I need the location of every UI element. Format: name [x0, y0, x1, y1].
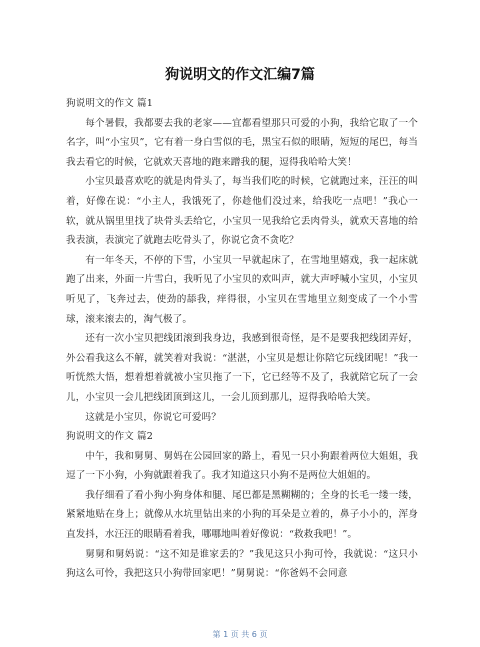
document-title: 狗说明文的作文汇编7篇: [165, 67, 315, 83]
document-body: [66, 94, 418, 584]
paragraph: 我仔细看了看小狗小狗身体和腿、尾巴都是黑糊糊的；全身的长毛一缕一缕，紧紧地贴在身上；就像从水坑里钻出来的小狗的耳朵是立着的，鼻子小小的，浑身直发抖，水汪汪的眼睛看着我，哪哪地叫着好像说：“救救我吧！”。: [66, 489, 418, 541]
page-footer: 第 1 页 共 6 页: [212, 630, 268, 639]
paragraph: 有一年冬天，不停的下雪，小宝贝一早就起床了，在雪地里嬉戏，我一起床就跑了出来，外面一片雪白，我听见了小宝贝的欢叫声，就大声呼喊小宝贝，小宝贝听见了，飞奔过去，使劲的舔我，痒得很，小宝贝在雪地里立刻变成了一个小雪球，滚来滚去的，淘气极了。: [66, 254, 418, 325]
paragraph: 这就是小宝贝，你说它可爱吗？: [85, 411, 221, 423]
paragraph: 每个暑假，我都要去我的老家——宜都看望那只可爱的小狗，我给它取了一个名字，叫“小宝贝”，它有着一身白雪似的毛，黑宝石似的眼睛，短短的尾巴，每当我去看它的时候，它就欢天喜地的跑来蹭我的腿，逗得我哈哈大笑！: [66, 117, 418, 168]
paragraph: 中午，我和舅舅、舅妈在公园回家的路上，看见一只小狗跟着两位大姐姐，我逗了一下小狗，小狗就跟着我了。我才知道这只小狗不是两位大姐姐的。: [66, 450, 418, 482]
paragraph: 舅舅和舅妈说：“这不知是谁家丢的？”我见这只小狗可怜，我就说：“这只小狗这么可怜，我把这只小狗带回家吧！”舅舅说：“你爸妈不会同意: [66, 548, 418, 580]
section-heading-2: 狗说明文的作文 篇2: [66, 431, 153, 443]
paragraph: 还有一次小宝贝把线团滚到我身边，我感到很奇怪，是不是要我把线团弄好，外公看我这么不解，就笑着对我说：“湛湛，小宝贝是想让你陪它玩线团呢！”我一听恍然大悟，想着想着就被小宝贝拖了一下，它已经等不及了，我就陪它玩了一会儿，小宝贝一会儿把线团顶到这儿，一会儿顶到那儿，逗得我哈哈大笑。: [66, 333, 418, 403]
section-heading-1: 狗说明文的作文 篇1: [66, 98, 153, 109]
paragraph: 小宝贝最喜欢吃的就是肉骨头了，每当我们吃的时候，它就跑过来，汪汪的叫着，好像在说：“小主人，我饿死了，你趁他们没过来，给我吃一点吧！”我心一软，就从锅里里找了块骨头丢给它，小宝贝一见我给它丢肉骨头，就欢天喜地的给我表演，表演完了就跑去吃骨头了，你说它贪不贪吃？: [66, 176, 418, 247]
